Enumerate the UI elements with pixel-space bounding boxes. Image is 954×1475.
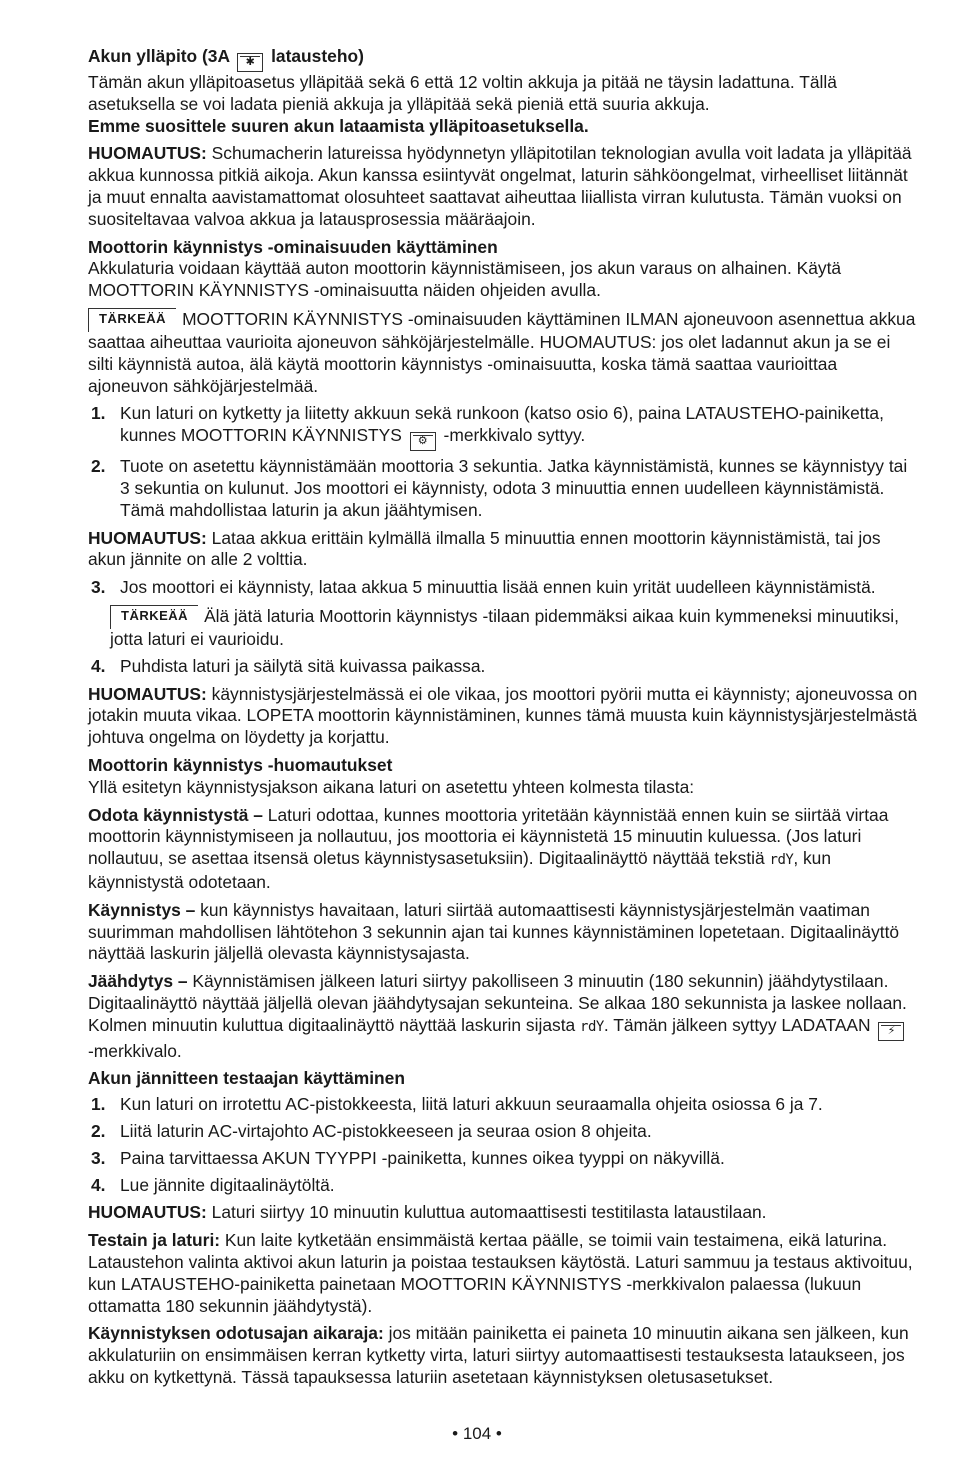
display-code: rdY [580,1018,604,1035]
note: HUOMAUTUS: Schumacherin latureissa hyödynnetyn ylläpitotilan teknologian avulla voit ladata ja ylläpitää akkua kunnossa pitkiä aikoja. Akun kanssa esiintyvät ongelmat, laturin sähköongelmat, virheelliset liitännät ja muut ennalta aavistamattomat olosuhteet saattavat aiheuttaa liiallista virran kulutusta. Tämän vuoksi on suositeltavaa valvoa akkua ja latausprosessia määräajoin. [88,143,912,229]
engine-start-icon: ⚙ [410,432,436,451]
section-title: Moottorin käynnistys -ominaisuuden käyttäminen [88,236,498,257]
list-item: 4. Lue jännite digitaalinäytöltä. [91,1174,335,1195]
section-maintain [88,46,918,137]
list-item: 2. Tuote on asetettu käynnistämään moottoria 3 sekuntia. Jatka käynnistämistä, kunnes se käynnistyy tai 3 sekuntia on kulunut. Jos moottori ei käynnisty, odota 3 minuuttia ennen uudelleen käynnistämistä. Tämä mahdollistaa laturin ja akun jäähtymisen. [91,456,908,520]
important-note: TÄRKEÄÄ MOOTTORIN KÄYNNISTYS -ominaisuuden käyttäminen ILMAN ajoneuvoon asennettua akkua saattaa aiheuttaa vaurioita ajoneuvon sähköjärjestelmälle. HUOMAUTUS: jos olet ladannut akun ja se ei silti käynnistä autoa, älä käytä moottorin käynnistys -ominaisuutta, koska tämä saattaa vaurioittaa ajoneuvon sähköjärjestelmää. [88,308,916,396]
bold-warning: Emme suosittele suuren akun lataamista ylläpitoasetuksella. [88,115,589,136]
section-voltage-tester [88,1068,918,1196]
section-title: Moottorin käynnistys -huomautukset [88,754,393,775]
steps-list [88,656,918,678]
paragraph: Akkulaturia voidaan käyttää auton moottorin käynnistämiseen, jos akun varaus on alhainen. Käytä MOOTTORIN KÄYNNISTYS -ominaisuutta näiden ohjeiden avulla. [88,258,842,301]
section-engine-start-notes [88,755,918,799]
charging-icon: ⚡ [878,1022,904,1041]
section-title: Akun jännitteen testaajan käyttäminen [88,1068,405,1089]
steps-list [88,577,918,599]
note: HUOMAUTUS: käynnistysjärjestelmässä ei ole vikaa, jos moottori pyörii mutta ei käynnisty; ajoneuvossa on jotakin muuta vikaa. LOPETA moottorin käynnistäminen, kunnes tämä muusta kuin käynnistysjärjestelmästä johtuva ongelma on löydetty ja korjattu. [88,683,918,748]
section-engine-start [88,237,918,302]
important-badge: TÄRKEÄÄ [88,308,176,332]
paragraph: Tämän akun ylläpitoasetus ylläpitää sekä 6 että 12 voltin akkuja ja pitää ne täysin ladattuna. Tällä asetuksella se voi ladata pieniä akkuja ja ylläpitää sekä pieniä että suuria akkuja. [88,72,837,114]
section-title: Akun ylläpito (3A ✱ latausteho) [88,46,918,72]
steps-list [88,1094,918,1196]
list-item: 1. Kun laturi on kytketty ja liitetty akkuun sekä runkoon (katso osio 6), paina LATAUSTEHO-painiketta, kunnes MOOTTORIN KÄYNNISTYS ⚙ -merkkivalo syttyy. [88,403,918,451]
maintain-mode-icon: ✱ [237,53,263,72]
state-cooldown: Jäähdytys – Käynnistämisen jälkeen laturi siirtyy pakolliseen 3 minuutin (180 sekunnin) jäähdytystilaan. Digitaalinäyttö näyttää jäljellä olevan jäähdytysajan sekunteina. Se alkaa 180 sekunnista ja laskee nollaan. Kolmen minuutin kuluttua digitaalinäyttö näyttää laskurin sijasta rdY. Tämän jälkeen syttyy LADATAAN ⚡ -merkkivalo. [88,971,907,1061]
list-item: 1. Kun laturi on irrotettu AC-pistokkeesta, liitä laturi akkuun seuraamalla ohjeita osiossa 6 ja 7. [91,1094,823,1115]
state-wait: Odota käynnistystä – Laturi odottaa, kunnes moottoria yritetään käynnistää ennen kuin se siirtää virtaa moottorin käynnistymiseen ja nollautuu, jos moottoria ei käynnistetä 15 minuutin kuluessa. (Jos laturi nollautuu, se asettaa itsensä oletus käynnistysasetuksiin). Digitaalinäyttö näyttää tekstiä rdY, kun käynnistystä odotetaan. [88,804,889,892]
paragraph: Yllä esitetyn käynnistysjakson aikana laturi on asetettu yhteen kolmesta tilasta: [88,776,695,797]
list-item: 2. Liitä laturin AC-virtajohto AC-pistokkeeseen ja seuraa osion 8 ohjeita. [91,1121,652,1142]
list-item: 3. Jos moottori ei käynnisty, lataa akkua 5 minuuttia lisää ennen kuin yrität uudelleen käynnistämistä. [91,577,876,598]
state-crank: Käynnistys – kun käynnistys havaitaan, laturi siirtää automaattisesti käynnistysjärjestelmän vaatiman suurimman mahdollisen lähtötehon 3 sekunnin ajan tai kunnes käynnistäminen lopetetaan. Digitaalinäyttö näyttää laskurin jäljellä olevasta käynnistysajasta. [88,899,900,964]
manual-page [88,46,918,1395]
note: HUOMAUTUS: Laturi siirtyy 10 minuutin kuluttua automaattisesti testitilasta lataustilaan. [88,1202,767,1223]
list-item: 4. Puhdista laturi ja säilytä sitä kuivassa paikassa. [91,655,486,676]
important-note: TÄRKEÄÄ Älä jätä laturia Moottorin käynnistys -tilaan pidemmäksi aikaa kuin kymmeneksi minuutiksi, jotta laturi ei vaurioidu. [110,605,900,649]
paragraph-tester-charger: Testain ja laturi: Kun laite kytketään ensimmäistä kertaa päälle, se toimii vain testaimena, eikä laturina. Lataustehon valinta aktivoi akun laturin ja poistaa testauksen käytöstä. Laturi sammuu ja testaus aktivoituu, kun LATAUSTEHO-painiketta painetaan MOOTTORIN KÄYNNISTYS -merkkivalon palaessa (lukuun ottamatta 180 sekunnin jäähdytystä). [88,1230,913,1316]
list-item: 3. Paina tarvittaessa AKUN TYYPPI -painiketta, kunnes oikea tyyppi on näkyvillä. [91,1147,725,1168]
note: HUOMAUTUS: Lataa akkua erittäin kylmällä ilmalla 5 minuuttia ennen moottorin käynnistämistä, tai jos akun jännite on alle 2 volttia. [88,527,881,570]
display-code: rdY [769,852,794,869]
steps-list [88,403,918,521]
page-number: • 104 • [452,1424,502,1443]
paragraph-timeout: Käynnistyksen odotusajan aikaraja: jos mitään painiketta ei paineta 10 minuutin aikana sen jälkeen, kun akkulaturiin on ensimmäisen kerran kytketty virta, laturi siirtyy automaattisesti testauksesta lataukseen, jos akku on kytkettynä. Tässä tapauksessa laturiin asetetaan käynnistyksen oletusasetukset. [88,1323,909,1388]
important-badge: TÄRKEÄÄ [110,605,198,629]
